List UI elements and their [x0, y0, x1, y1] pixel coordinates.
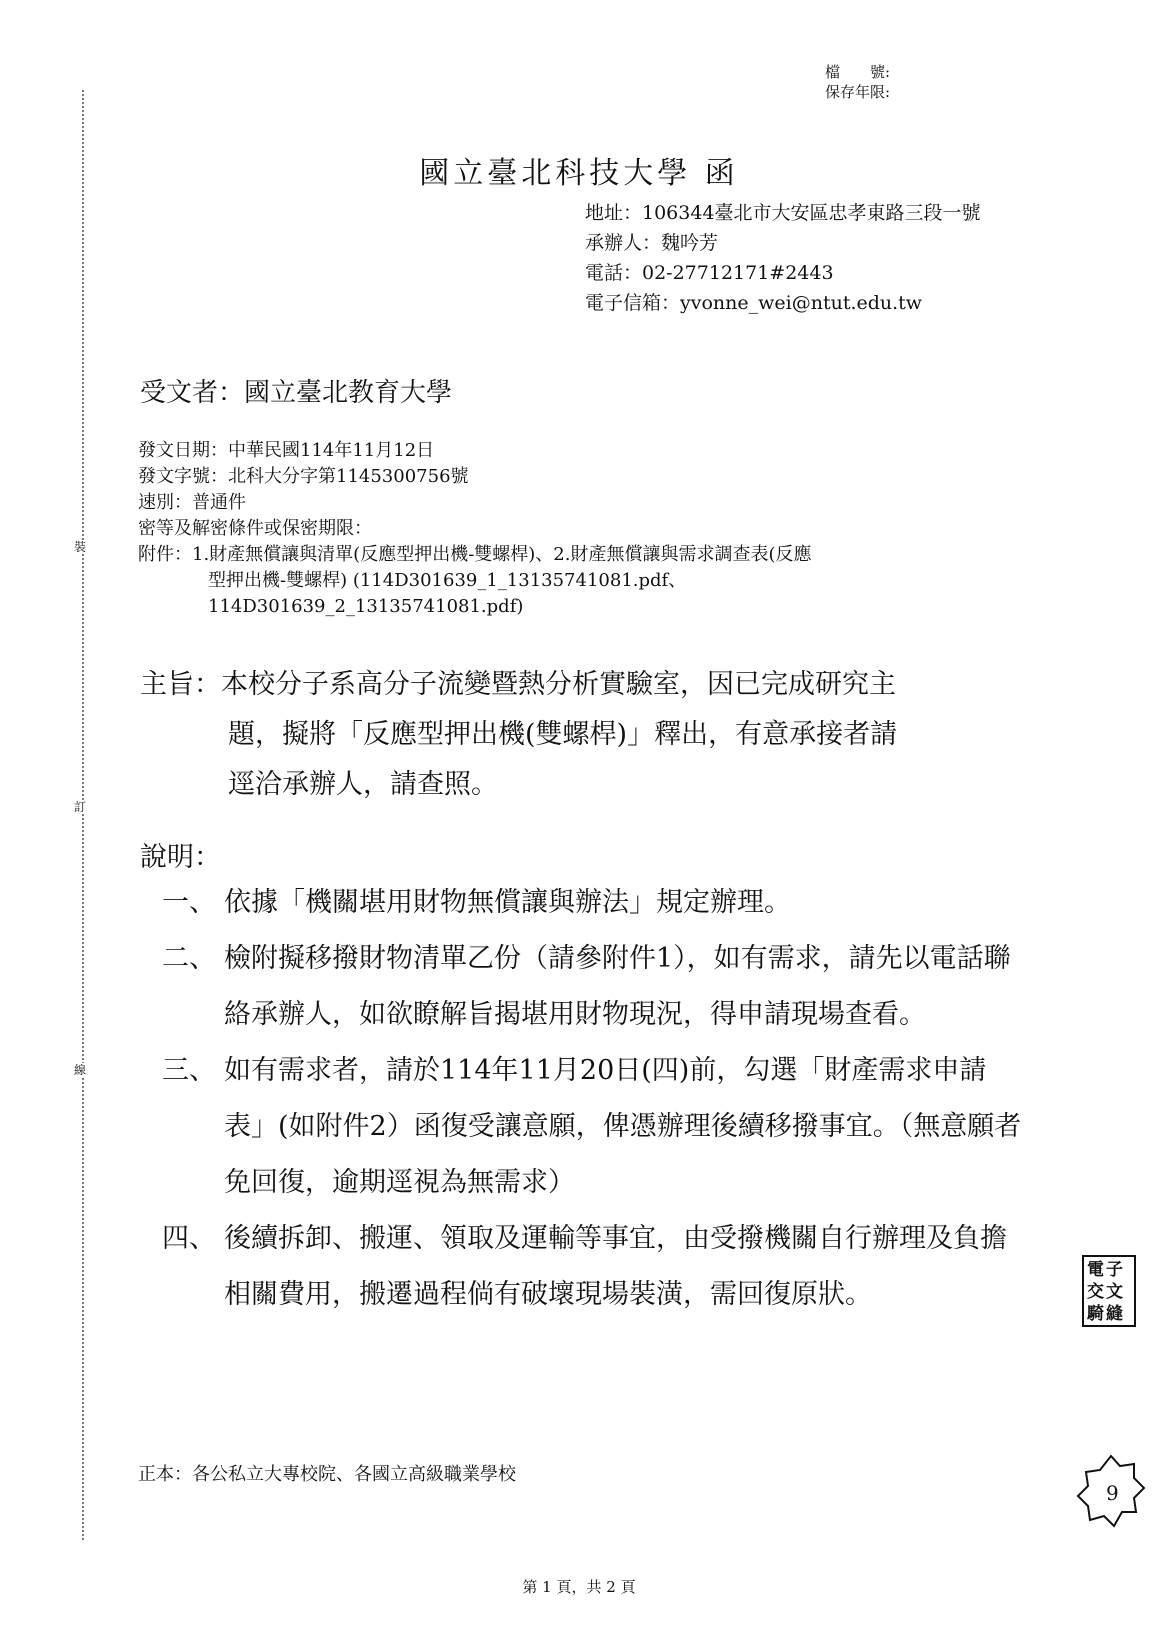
subject-line-2: 題，擬將「反應型押出機(雙螺桿)」釋出，有意承接者請	[228, 719, 898, 750]
secrecy-class: 密等及解密條件或保密期限：	[138, 518, 372, 539]
retention-label: 保存年限:	[824, 83, 890, 101]
item-text: 依據「機關堪用財物無償讓與辦法」規定辦理。	[224, 887, 791, 918]
subject	[140, 660, 1020, 810]
attachments-line-1: 附件：1.財產無償讓與清單(反應型押出機-雙螺桿)、2.財產無償讓與需求調查表(反應	[138, 544, 812, 565]
subject-line-1: 主旨：本校分子系高分子流變暨熱分析實驗室，因已完成研究主	[140, 669, 896, 700]
seal-icon	[1076, 1452, 1146, 1532]
document-title: 國立臺北科技大學 函	[419, 156, 739, 191]
issue-date: 發文日期：中華民國114年11月12日	[138, 440, 435, 461]
file-meta	[825, 62, 890, 102]
list-item	[162, 1211, 1022, 1323]
item-number: 三、	[162, 1055, 216, 1086]
document-number: 發文字號：北科大分字第1145300756號	[138, 466, 469, 487]
list-item	[162, 1043, 1022, 1211]
sender-info	[585, 198, 1015, 318]
binding-mark-ding: 訂	[74, 800, 87, 814]
seal-number: 9	[1106, 1481, 1119, 1505]
list-item	[162, 931, 1022, 1043]
binding-mark-zhuang: 裝	[74, 540, 87, 554]
subject-line-3: 逕洽承辦人，請查照。	[228, 769, 498, 800]
file-number-label: 檔 號:	[824, 63, 890, 81]
electronic-seam-stamp: 電子交文騎縫	[1082, 1255, 1136, 1327]
item-number: 一、	[162, 887, 216, 918]
explain-title: 說明：	[140, 842, 221, 873]
item-text: 如有需求者，請於114年11月20日(四)前，勾選「財產需求申請表」(如附件2）函復受讓意願，俾憑辦理後續移撥事宜。（無意願者免回復，逾期逕視為無需求）	[224, 1055, 1022, 1198]
copy-to: 正本：各公私立大專校院、各國立高級職業學校	[138, 1464, 516, 1485]
binding-line	[82, 90, 84, 1540]
attachments-line-2: 型押出機-雙螺桿) (114D301639_1_13135741081.pdf、	[208, 570, 687, 591]
item-text: 後續拆卸、搬運、領取及運輸等事宜，由受撥機關自行辦理及負擔相關費用，搬遷過程倘有破壞現場裝潢，需回復原狀。	[224, 1223, 1007, 1310]
page-footer: 第 1 頁，共 2 頁	[522, 1578, 636, 1596]
sender-phone: 電話：02-27712171#2443	[585, 262, 834, 284]
sender-email: 電子信箱：yvonne_wei@ntut.edu.tw	[585, 292, 923, 314]
speed-class: 速別：普通件	[138, 492, 246, 513]
sender-address: 地址：106344臺北市大安區忠孝東路三段一號	[585, 202, 981, 224]
item-number: 四、	[162, 1223, 216, 1254]
item-text: 檢附擬移撥財物清單乙份（請參附件1），如有需求，請先以電話聯絡承辦人，如欲瞭解旨揭堪用財物現況，得申請現場查看。	[224, 943, 1011, 1030]
sender-handler: 承辦人：魏吟芳	[585, 232, 719, 254]
explain-list	[162, 875, 1022, 1323]
list-item	[162, 875, 1022, 931]
document-meta	[138, 438, 1028, 620]
binding-mark-xian: 線	[74, 1063, 87, 1077]
item-number: 二、	[162, 943, 216, 974]
attachments-line-3: 114D301639_2_13135741081.pdf)	[208, 596, 524, 617]
recipient: 受文者：國立臺北教育大學	[140, 378, 453, 408]
